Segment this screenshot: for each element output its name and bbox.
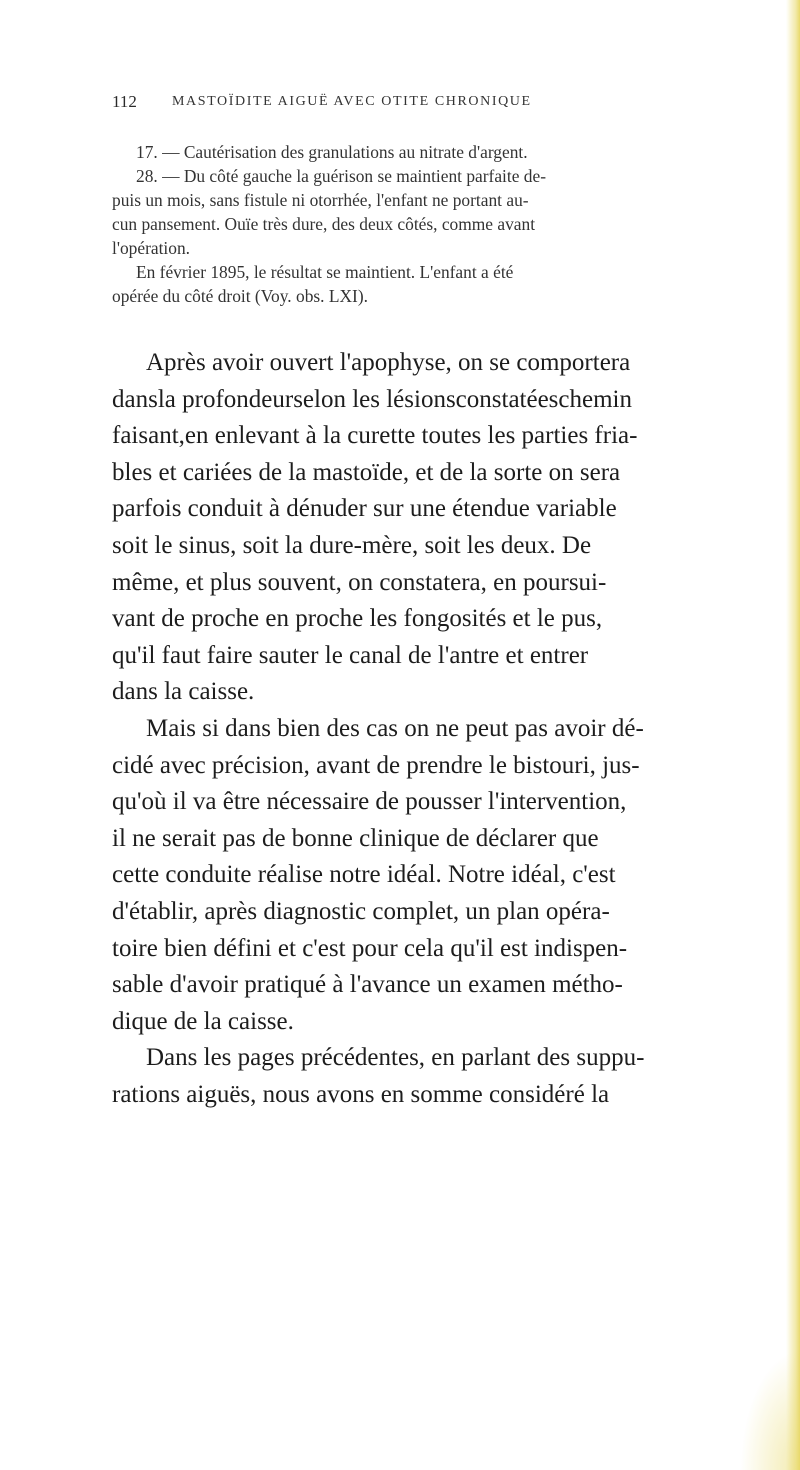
body-line: vant de proche en proche les fongosités et le pus, bbox=[112, 605, 603, 633]
note-line: 17. — Cautérisation des granulations au nitrate d'argent. bbox=[136, 142, 528, 162]
body-line: soit le sinus, soit la dure-mère, soit les deux. De bbox=[112, 531, 592, 559]
body-line: faisant,en enlevant à la curette toutes les parties fria- bbox=[112, 422, 638, 450]
page-edge-shadow bbox=[786, 0, 800, 1470]
note-line: puis un mois, sans fistule ni otorrhée, l'enfant ne portant au- bbox=[112, 190, 529, 210]
body-line: sable d'avoir pratiqué à l'avance un examen métho- bbox=[112, 971, 623, 999]
main-text bbox=[112, 345, 712, 1113]
body-line: parfois conduit à dénuder sur une étendue variable bbox=[112, 495, 617, 523]
body-line: cette conduite réalise notre idéal. Notre idéal, c'est bbox=[112, 861, 616, 889]
body-line: Mais si dans bien des cas on ne peut pas avoir dé- bbox=[146, 714, 644, 742]
note-line: cun pansement. Ouïe très dure, des deux côtés, comme avant bbox=[112, 214, 536, 234]
body-line: rations aiguës, nous avons en somme considéré la bbox=[112, 1080, 610, 1108]
body-line: bles et cariées de la mastoïde, et de la sorte on sera bbox=[112, 458, 621, 486]
case-notes bbox=[112, 140, 712, 308]
body-line: d'établir, après diagnostic complet, un plan opéra- bbox=[112, 897, 610, 925]
note-line: En février 1895, le résultat se maintient. L'enfant a été bbox=[136, 262, 514, 282]
body-line: Après avoir ouvert l'apophyse, on se comportera bbox=[146, 349, 631, 376]
body-line: même, et plus souvent, on constatera, en poursui- bbox=[112, 568, 607, 596]
page-corner-stain bbox=[740, 1350, 800, 1470]
running-head: MASTOÏDITE AIGUË AVEC OTITE CHRONIQUE bbox=[172, 94, 532, 109]
note-line: 28. — Du côté gauche la guérison se maintient parfaite de- bbox=[136, 166, 546, 186]
note-line: l'opération. bbox=[112, 238, 190, 258]
body-line: toire bien défini et c'est pour cela qu'il est indispen- bbox=[112, 934, 628, 962]
page-number: 112 bbox=[112, 92, 137, 111]
body-line: cidé avec précision, avant de prendre le bistouri, jus- bbox=[112, 751, 640, 779]
body-line: dans la caisse. bbox=[112, 678, 255, 706]
body-line: dansla profondeurselon les lésionsconstatéeschemin bbox=[112, 385, 632, 413]
body-line: dique de la caisse. bbox=[112, 1007, 294, 1035]
body-line: Dans les pages précédentes, en parlant des suppu- bbox=[146, 1044, 645, 1072]
note-line: opérée du côté droit (Voy. obs. LXI). bbox=[112, 286, 368, 306]
page-header bbox=[112, 92, 712, 116]
body-line: qu'il faut faire sauter le canal de l'antre et entrer bbox=[112, 641, 589, 669]
body-line: qu'où il va être nécessaire de pousser l'intervention, bbox=[112, 788, 627, 816]
body-line: il ne serait pas de bonne clinique de déclarer que bbox=[112, 824, 599, 852]
